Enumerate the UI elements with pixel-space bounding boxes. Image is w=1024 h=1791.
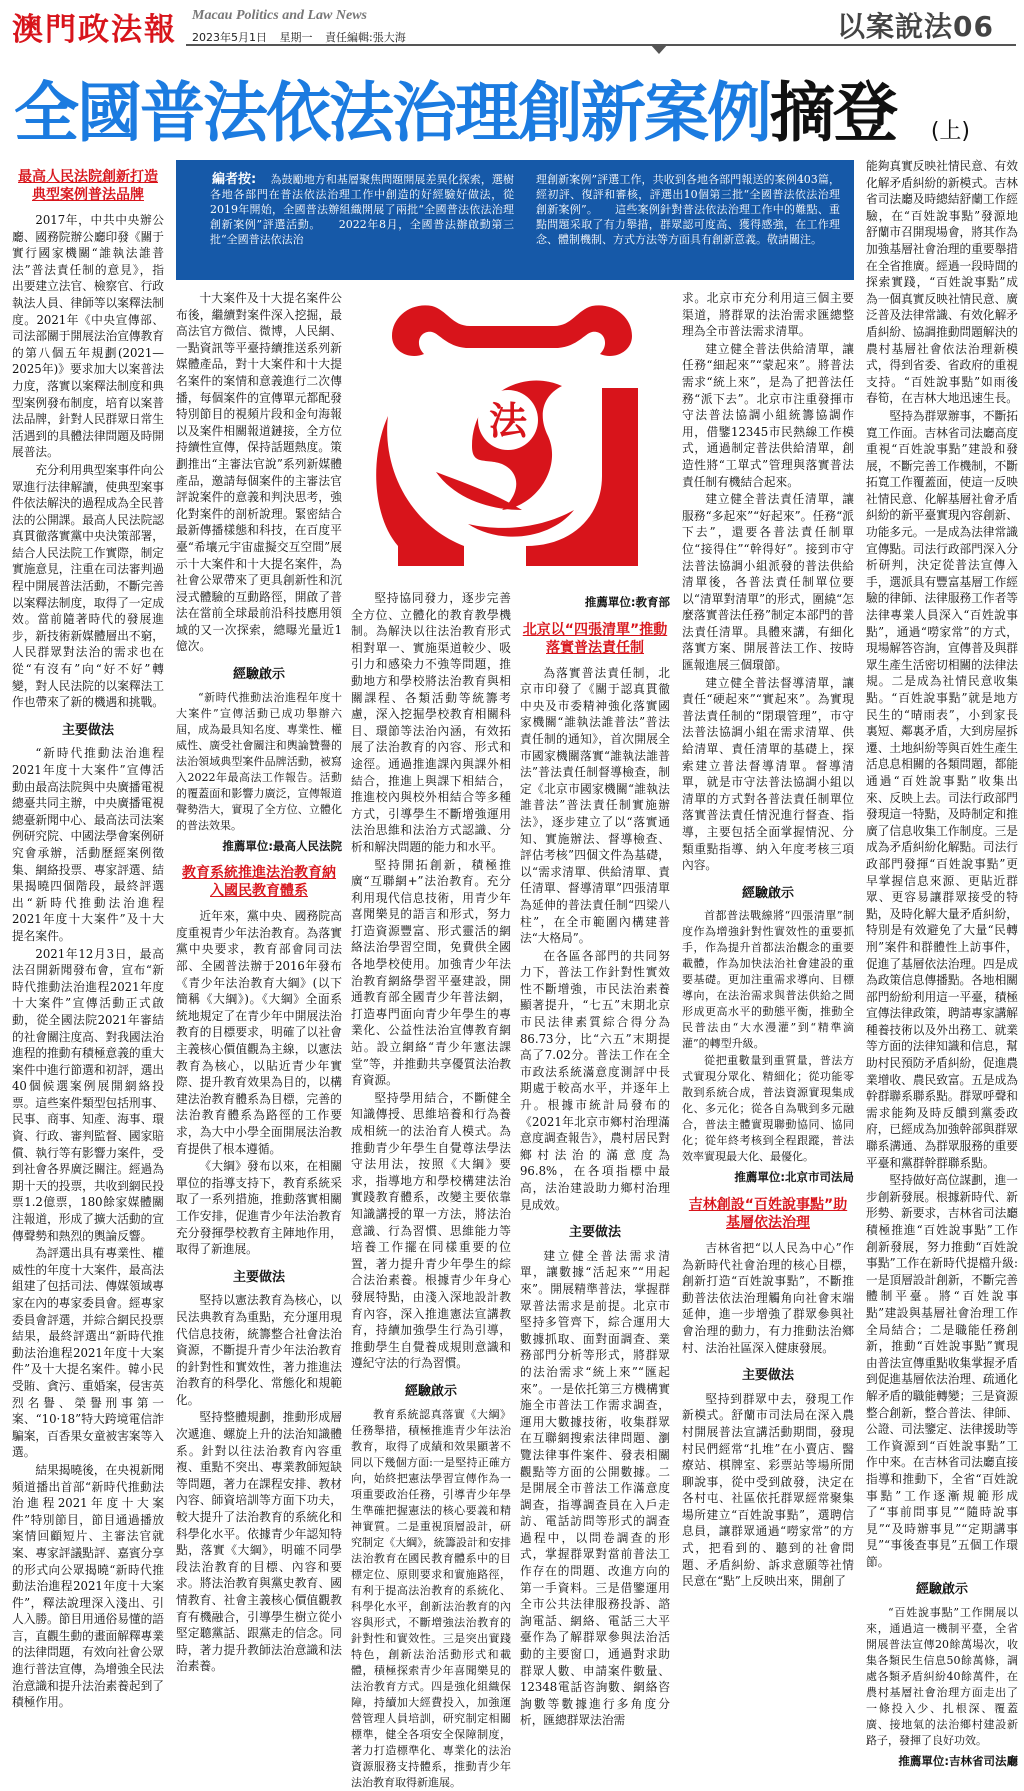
article-4-insight: “百姓說事點”工作開展以來，通過這一機制平臺，全省開展普法宣傳20餘萬場次，收集各類民生信息50餘萬條，調處各類矛盾糾紛40餘萬件，在農村基層社會治理方面走出了一條投入少、扎根深、覆蓋廣、接地氣的法治鄉村建設新路子，發揮了良好功效。 [866, 1606, 1018, 1748]
masthead-rule [186, 44, 1016, 46]
article-1-paragraph: 結果揭曉後，在央視新聞頻道播出首部“新時代推動法治進程2021年度十大案件”特別節目，節目通過播放案情回顧短片、主審法官就案、專家評議點評、嘉賓分享的形式向公眾揭曉“新時代推動法治進程2021年度十大案件”，釋法說理深入淺出、引人入勝。節目用通俗易懂的語言，直觀生動的畫面解釋專業的法律問題，有效向社會公眾進行普法宣傳，為增強全民法治意識和提升法治素養起到了積極作用。 [12, 1462, 164, 1710]
article-2-paragraph: 堅持開拓創新，積極推廣“互聯網+”法治教育。充分利用現代信息技術，用青少年喜聞樂見的語言和形式，努力打造資源豐富、形式靈活的網絡法治學習空間，免費供全國各地學校使用。加強青少年法治教育網絡學習平臺建設，開通教育部全國青少年普法網，打造專門面向青少年學生的專業化、公益性法治宣傳教育網站。設立網絡“青少年憲法課堂”等，并推動共享優質法治教育資源。 [351, 857, 511, 1088]
editor-note-right: 理創新案例”評選工作，共收到各地各部門報送的案例403篇，經初評、復評和審核，評選出10個第三批“全國普法依法治理創新案例”。 這些案例針對普法依法治理工作中的難點、重點問題采取了有力舉措，群眾認可度高、獲得感強，在工作理念、體制機制、方式方法等方面具有創新意義。敬請關注。 [536, 173, 840, 246]
emblem-graphic [352, 296, 672, 578]
article-4-paragraph: 吉林省把“以人民為中心”作為新時代社會治理的核心目標，創新打造“百姓說事點”，不斷推動普法依法治理觸角向社會末端延伸，進一步增強了群眾參與社會治理的動力，有力推動法治鄉村、法治社區深入健康發展。 [682, 1240, 854, 1355]
article-3-paragraph: 建立健全普法責任清單，讓服務“多起來”“好起來”。任務“派下去”，還要各普法責任制單位“接得住”“幹得好”。接到市守法普法協調小組派發的普法供給清單後，各普法責任制單位要以“清單對清單”的形式，圍繞“怎麼落實普法任務”制定本部門的普法責任清單。具體來講，有細化落實方案、開展普法工作、按時匯報進展三個環節。 [682, 492, 854, 673]
article-2-paragraph: 堅持整體規劃，推動形成層次遞進、螺旋上升的法治知識體系。針對以往法治教育內容重複、重點不突出、專業教師短缺等問題，著力在課程安排、教材內容、師資培訓等方面下功夫，較大提升了法治教育的系統化和科學化水平。依據青少年認知特點，落實《大綱》，明確不同學段法治教育的目標、內容和要求。將法治教育與黨史教育、國情教育、社會主義核心價值觀教育有機融合，引導學生樹立從小堅定聽黨話、跟黨走的信念。同時，著力提升教師法治意識和法治素養。 [176, 1410, 342, 1674]
headline-dark: 摘登 [770, 76, 897, 151]
column-3 [351, 590, 511, 1789]
article-4-insight-heading: 經驗啟示 [915, 1582, 968, 1598]
section-title: 以案說法06 [837, 10, 994, 43]
column-6 [866, 158, 1018, 1769]
headline-text [14, 74, 1014, 154]
article-2-insight: 教育系統認真落實《大綱》任務舉措，積極推進青少年法治教育，取得了成績和效果顯著不同以下幾個方面:一是堅持正確方向，始終把憲法學習宣傳作為一項重要政治任務，引導青少年學生準確把握憲法的核心要義和精神實質。二是重視頂層設計，研究制定《大綱》，統籌設計和安排法治教育在國民教育體系中的目標定位、原則要求和實施路徑，有利于提高法治教育的系統化、科學化水平，創新法治教育的內容與形式，不斷增強法治教育的針對性和實效性。三是突出實踐特色，創新法治活動形式和載體，積極探索青少年喜聞樂見的法治教育方式。四是強化組織保障，持續加大經費投入，加強運營管理人員培訓，研究制定相關標準，健全各項安全保障制度，著力打造標準化、專業化的法治資源服務支持體系，推動青少年法治教育取得新進展。 [351, 1407, 511, 1789]
article-2-insight-heading: 經驗啟示 [404, 1383, 457, 1399]
article-2-paragraph: 堅持以憲法教育為核心，以民法典教育為重點，充分運用現代信息技術，統籌整合社會法治資源，不斷提升青少年法治教育的針對性和實效性，著力推進法治教育的科學化、常態化和規範化。 [176, 1293, 342, 1407]
article-1-insight-heading: 經驗啟示 [232, 667, 285, 683]
responsible-editor: 責任編輯:張大海 [325, 31, 406, 44]
article-3-paragraph: 建立健全普法供給清單，讓任務“細起來”“蒙起來”。將普法需求“統上來”，是為了把普法任務“派下去”。北京市注重發揮市守法普法協調小組統籌協調作用，借鑒12345市民熱線工作模式，通過制定普法供給清單，創造性將“工單式”管理與落實普法責任制有機結合起來。 [682, 341, 854, 489]
article-3-insight: 首都普法戰線將“四張清單”制度作為增強針對性實效性的重要抓手，作為提升首都法治觀念的重要載體，作為加快法治社會建設的重要基礎。更加注重需求導向、目標導向，在法治需求與普法供給之間形成更高水平的動態平衡，推動全民普法由“大水漫灌”到“精準滴灌”的轉型升級。 [682, 909, 854, 1051]
article-3-insight-heading: 經驗啟示 [741, 885, 794, 901]
article-1-title: 最高人民法院創新打造典型案例普法品牌 [18, 169, 158, 203]
article-2-unit: 推薦單位:教育部 [584, 595, 670, 609]
article-4-paragraph: 堅持到群眾中去，發現工作新模式。舒蘭市司法局在深入農村開展普法宣講活動期間，發現村民們經常“扎堆”在小賣店、醫療站、棋牌室、彩票站等場所閒聊說事，從中受到啟發，決定在各村屯、社區依托群眾經常聚集場所建立“百姓說事點”，選聘信息員，讓群眾通過“嘮家常”的方式，把看到的、聽到的社會問題、矛盾糾紛、訴求意願等社情民意在“點”上反映出來，開創了 [682, 1391, 854, 1589]
page-headline [14, 74, 1014, 154]
article-4-practice-heading: 主要做法 [741, 1368, 794, 1384]
headline-suffix: (上) [930, 119, 970, 144]
article-3-paragraph: 求。北京市充分利用這三個主要渠道，將群眾的法治需求匯總整理為全市普法需求清單。 [682, 291, 854, 339]
article-2-title: 教育系統推進法治教育納入國民教育體系 [182, 865, 336, 900]
article-2-paragraph: 堅持協同發力，逐步完善全方位、立體化的教育教學機制。為解決以往法治教育形式相對單一、實施渠道較少、吸引力和感染力不強等問題，推動地方和學校將法治教育與相關課程、各類活動等統籌考慮，深入挖掘學校教育相關科目、環節等法治內涵，有效拓展了法治教育的內容、形式和途徑。通過推進課內與課外相結合，推進上與課下相結合，推進校內與校外相結合等多種方式，引導學生不斷增強運用法治思維和法治方式認識、分析和解決問題的能力和水平。 [351, 591, 511, 854]
editor-note-label: 編者按: [212, 172, 257, 187]
article-3-paragraph: 建立健全普法需求清單，讓數據“活起來”“用起來”。開展精準普法，掌握群眾普法需求是前提。北京市堅持多管齊下，綜合運用大數據抓取、面對面調查、業務部門分析等形式，將群眾的法治需求“統上來”“匯起來”。一是依托第三方機構實施全市普法工作需求調查，運用大數據技術，收集群眾在互聯網搜索法律問題、瀏覽法律事件案件、發表相關觀點等方面的公開數據。二是開展全市普法工作滿意度調查，指導調查員在入戶走訪、電話訪問等形式的調查過程中，以問卷調查的形式，掌握群眾對當前普法工作存在的問題、改進方向的第一手資料。三是借鑒運用全市公共法律服務投訴、諮詢電話、網絡、電話三大平臺作為了解群眾參與法治活動的主要窗口，通過對求助群眾人數、申請案件數量、12348電話咨詢數、網絡咨詢數等數據進行多角度分析，匯總群眾法治需 [520, 1248, 670, 1728]
article-1-insight: “新時代推動法治進程年度十大案件”宣傳活動已成功舉辦六屆，成為最具知名度、專業性、權威性、廣受社會關注和輿論贊譽的法治領域典型案件品牌活動，被寫入2022年最高法工作報告。活動的覆蓋面和影響力廣泛，宣傳報道聲勢浩大，實現了全方位、立體化的普法效果。 [176, 690, 342, 832]
article-1-paragraph: “新時代推動法治進程2021年度十大案件”宣傳活動由最高法院與中央廣播電視總臺共同主辦，中央廣播電視總臺新聞中心、最高法司法案例研究院、中國法學會案例研究會承辦，活動歷經案例徵集、網絡投票、專家評選、結果揭曉四個階段，最終評選出“新時代推動法治進程2021年度十大案件”及十大提名案件。 [12, 746, 164, 943]
issue-date: 2023年5月1日 [192, 31, 267, 44]
article-4-paragraph: 堅持做好高位謀劃，進一步創新發展。根據新時代、新形勢、新要求，吉林省司法廳積極推進“百姓說事點”工作創新發展，努力推動“百姓說事點”工作在新時代提檔升級:一是頂層設計創新，不斷完善體制平臺。將“百姓說事點”建設與基層社會治理工作全局結合；二是職能任務創新，推動“百姓說事點”實現由普法宣傳重點收集掌握矛盾到促進基層依法治理、疏通化解矛盾的職能轉變；三是資源整合創新，整合普法、律師、公證、司法鑒定、法律援助等工作資源到“百姓說事點”工作中來。在吉林省司法廳直接指導和推動下，全省“百姓說事點”工作逐漸規範形成了“事前問事見”“隨時說事見”“及時辦事見”“定期講事見”“事後查事見”五個工作環節。 [866, 1173, 1018, 1569]
article-2-paragraph: 近年來，黨中央、國務院高度重視青少年法治教育。為落實黨中央要求，教育部會同司法部、全國普法辦于2016年發布《青少年法治教育大綱》(以下簡稱《大綱》)。《大綱》全面系統地規定了在青少年中開展法治教育的目標要求，明確了以社會主義核心價值觀為主線，以憲法教育為核心，以貼近青少年實際、提升教育效果為目的，以構建法治教育體系為目標，完善的法治教育體系為路徑的工作要求，為大中小學全面開展法治教育提供了根本遵循。 [176, 909, 342, 1156]
column-5 [682, 290, 854, 1589]
masthead [0, 0, 1024, 50]
article-2-practice-heading: 主要做法 [232, 1269, 285, 1285]
article-2-paragraph: 堅持學用結合，不斷健全知識傳授、思維培養和行為養成相統一的法治育人模式。為推動青少年學生自覺尊法學法守法用法，按照《大綱》要求，指導地方和學校構建法治實踐教育體系，改變主要依靠知識講授的單一方法，將法治意識、行為習慣、思維能力等培養工作擺在同樣重要的位置，著力提升青少年學生的綜合法治素養。根據青少年身心發展特點，由淺入深地設計教育內容，深入推進憲法宣講教育，持續加強學生行為引導，推動學生自覺養成規則意識和遵紀守法的行為習慣。 [351, 1090, 511, 1371]
headline-main: 全國普法依法治理創新案例 [14, 76, 771, 151]
article-1-paragraph: 十大案件及十大提名案件公布後，繼續對案件深入挖掘，最高法官方微信、微博，人民網、一點資訊等平臺持續推送系列新媒體產品，對十大案件和十大提名案件的案情和意義進行二次傳播，每個案件的宣傳單元都配發特別節目的視頻片段和金句海報以及案件相關報道鏈接，全方位持續性宣傳，保持話題熱度。策劃推出“主審法官說”系列新媒體產品，邀請每個案件的主審法官評說案件的意義和判決思考，強化對案件的剖析說理。緊密結合最新傳播樣態和科技，在百度平臺“希壤元宇宙虛擬交互空間”展示十大案件和十大提名案件，為社會公眾帶來了更具創新性和沉浸式體驗的互動路徑，開啟了普法在當前全球最前沿科技應用領域的又一次探索，總曝光量近1億次。 [176, 291, 342, 654]
article-3-unit: 推薦單位:北京市司法局 [734, 1170, 854, 1185]
article-4-unit: 推薦單位:吉林省司法廳 [898, 1754, 1018, 1769]
issue-meta [192, 29, 415, 45]
rule-of-law-emblem [352, 296, 672, 578]
column-2 [176, 290, 342, 1674]
article-1-paragraph: 2021年12月3日，最高法召開新聞發布會，宣布“新時代推動法治進程2021年度十大案件”宣傳活動正式啟動，從全國法院2021年審結的社會關注度高、對我國法治進程的推動有積極意義的重大案件中進行節選和初評，選出40個候選案例展開網絡投票。這些案件類型包括刑事、民事、商事、知產、海事、環資、行政、審判監督、國家賠償、執行等有影響力案件，受到社會各界廣泛關注。經過為期十天的投票，共收到網民投票1.2億票，180餘家媒體關注報道，形成了擴大活動的宣傳聲勢和熱烈的輿論反響。 [12, 946, 164, 1243]
article-3-paragraph: 在各區各部門的共同努力下，普法工作針對性實效性不斷增強，市民法治素養顯著提升，“七五”末期北京市民法律素質綜合得分為86.73分，比“六五”末期提高了7.02分。普法工作在全市政法系統滿意度測評中長期處于較高水平，并逐年上升。根據市統計局發布的《2021年北京市鄉村治理滿意度調查報告》，農村居民對鄉村法治的滿意度為96.8%，在各項指標中最高，法治建設助力鄉村治理見成效。 [520, 948, 670, 1212]
article-2-paragraph: 《大綱》發布以來，在相關單位的指導支持下，教育系統采取了一系列措施，推動落實相關工作安排，促進青少年法治教育充分發揮學校教育主陣地作用，取得了新進展。 [176, 1159, 342, 1257]
column-1 [12, 158, 164, 1710]
issue-weekday: 星期一 [279, 31, 313, 44]
article-1-practice-heading: 主要做法 [61, 722, 114, 738]
article-4-title: 吉林創設“百姓說事點”助基層依法治理 [688, 1196, 848, 1231]
emblem-character: 法 [488, 398, 528, 443]
editor-note-left: 為鼓勵地方和基層聚焦問題開展差異化探索，選樹各地各部門在普法依法治理工作中創造的好經驗好做法，從2019年開始，全國普法辦組織開展了兩批“全國普法依法治理創新案例”評選活動。 2022年8月，全國普法辦啟動第三批“全國普法依法治 [210, 173, 514, 246]
column-4 [520, 590, 670, 1728]
article-4-paragraph: 能夠真實反映社情民意、有效化解矛盾糾紛的新模式。吉林省司法廳及時總結舒蘭工作經驗，在“百姓說事點”發源地舒蘭市召開現場會，將其作為加強基層社會治理的重要舉措在全省推廣。經過一段時間的探索實踐，“百姓說事點”成為一個真實反映社情民意、廣泛普及法律常識、有效化解矛盾糾紛、協調推動問題解決的農村基層社會依法治理新模式，得到省委、省政府的重視支持。“百姓說事點”如雨後春筍，在吉林大地迅速生長。 [866, 159, 1018, 406]
newspaper-english-name: Macau Politics and Law News [192, 8, 368, 23]
article-1-paragraph: 充分利用典型案事件向公眾進行法律解讀，使典型案事件依法解決的過程成為全民普法的公開課。最高人民法院認真貫徹落實黨中央決策部署，結合人民法院工作實際，制定實施意見，注重在司法審判過程中開展普法活動，不斷完善以案釋法制度，取得了一定成效。當前隨著時代的發展進步，新技術新媒體層出不窮，人民群眾對法治的需求也在從“有沒有”向“好不好”轉變，對人民法院的以案釋法工作也帶來了新的機遇和挑戰。 [12, 462, 164, 710]
article-1-paragraph: 2017年，中共中央辦公廳、國務院辦公廳印發《關于實行國家機關“誰執法誰普法”普法責任制的意見》，指出要建立法官、檢察官、行政執法人員、律師等以案釋法制度。2021年《中央宣傳部、司法部關于開展法治宣傳教育的第八個五年規劃(2021—2025年)》要求加大以案普法力度，落實以案釋法制度和典型案例發布制度，培育以案普法品牌，針對人民群眾日常生活遇到的具體法律問題及時開展普法。 [12, 213, 164, 460]
article-3-paragraph: 為落實普法責任制，北京市印發了《關于認真貫徹中央及市委精神強化落實國家機關“誰執法誰普法”普法責任制的通知》，首次開展全市國家機關落實“誰執法誰普法”普法責任制督導檢查，制定《北京市國家機關“誰執法誰普法”普法責任制實施辦法》，逐步建立了以“落實通知、實施辦法、督導檢查、評估考核”四個文件為基礎，以“需求清單、供給清單、責任清單、督導清單”四張清單為延伸的普法責任制“四梁八柱”，在全市範圍內構建普法“大格局”。 [520, 665, 670, 946]
article-4-paragraph: 堅持為群眾辦事，不斷拓寬工作面。吉林省司法廳高度重視“百姓說事點”建設和發展，不斷完善工作機制，不斷拓寬工作覆蓋面，使這一反映社情民意、化解基層社會矛盾糾紛的新平臺實現內容創新、功能多元。一是成為法律常識宣傳點。司法行政部門深入分析研判，決定從普法宣傳入手，選派具有豐富基層工作經驗的律師、法律服務工作者等法律專業人員深入“百姓說事點”，通過“嘮家常”的方式，現場解答咨詢，宣傳普及與群眾生產生活密切相關的法律法規。二是成為社情民意收集點。“百姓說事點”就是地方民生的“晴雨表”，小到家長裏短、鄰裏矛盾，大到房屋拆遷、土地糾紛等與百姓生產生活息息相關的各類問題，都能通過“百姓說事點”收集出來、反映上去。司法行政部門發現這一特點，及時制定和推廣了信息收集工作制度。三是成為矛盾糾紛化解點。司法行政部門發揮“百姓說事點”更早掌握信息來源、更貼近群眾、更容易讓群眾接受的特點，及時化解大量矛盾糾紛，特別是有效避免了大量“民轉刑”案件和群體性上訪事件，促進了基層依法治理。四是成為政策信息傳播點。各地相關部門紛紛利用這一平臺，積極宣傳法律政策，聘請專家講解種養技術以及外出務工、就業等方面的法律知識和信息，幫助村民預防矛盾糾紛，促進農業增收、農民致富。五是成為幹群聯系聯系點。群眾呼聲和需求能夠及時反饋到黨委政府，已經成為加強幹部與群眾聯系溝通、為群眾服務的重要平臺和黨群幹群聯系點。 [866, 408, 1018, 1170]
article-3-insight: 從把重數量到重質量，普法方式實現分眾化、精細化；從功能零散到系統合成，普法資源實現集成化、多元化；從各自為戰到多元融合，普法主體實現聯動協同、協同化；從年終考核到全程跟蹤，普法效率實現最大化、最優化。 [682, 1054, 854, 1164]
newspaper-name: 澳門政法報 [12, 12, 177, 48]
article-3-paragraph: 建立健全普法督導清單，讓責任“硬起來”“實起來”。為實現普法責任制的“閉環管理”，市守法普法協調小組在需求清單、供給清單、責任清單的基礎上，探索建立普法督導清單。督導清單，就是市守法普法協調小組以清單的方式對各普法責任制單位落實普法責任情況進行督查、指導，主要包括全面掌握情況、分類重點指導、納入年度考核三項內容。 [682, 675, 854, 873]
article-1-unit: 推薦單位:最高人民法院 [222, 838, 342, 853]
article-1-paragraph: 為評選出具有專業性、權威性的年度十大案件，最高法組建了包括司法、傳媒領域專家在內的專家委員會。經專家委員會評選，并綜合網民投票結果，最終評選出“新時代推動法治進程2021年度十大案件”及十大提名案件。韓小民受賄、貪污、重婚案，侵害英烈名譽、榮譽刑事第一案、“10·18”特大跨境電信詐騙案，百香果女童被害案等入選。 [12, 1246, 164, 1460]
article-3-title: 北京以“四張清單”推動落實普法責任制 [522, 621, 668, 656]
article-3-practice-heading: 主要做法 [568, 1225, 621, 1241]
masthead-notch [650, 44, 668, 54]
editor-note [176, 160, 854, 280]
